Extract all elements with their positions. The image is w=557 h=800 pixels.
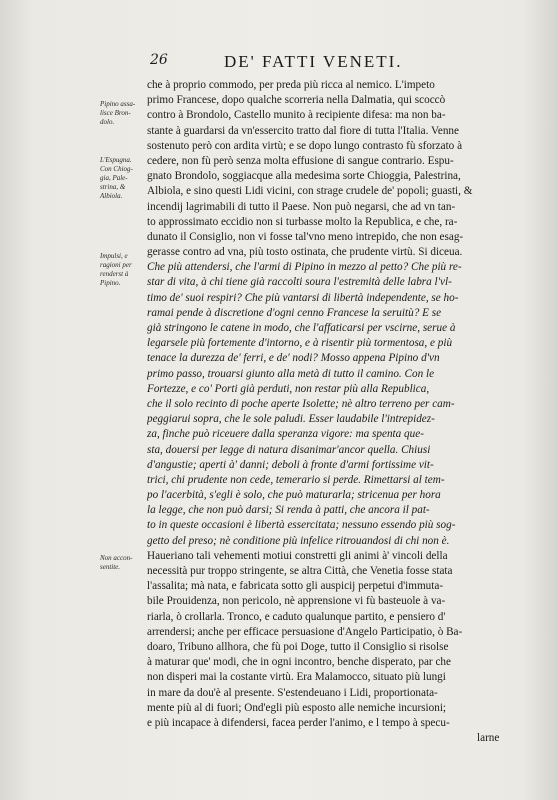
running-title: DE' FATTI VENETI. [224, 52, 403, 71]
margin-note-line: gia, Pale- [100, 174, 128, 182]
text-line: contro à Brondolo, Castello munito à recipiente difesa: ma non ba- [147, 109, 446, 122]
text-line: non disperi mai la costante virtù. Era Malamocco, situato più lungi [147, 671, 446, 684]
text-line: d'angustie; aperti à' danni; deboli à fronte d'armi fortissime vit- [147, 458, 434, 471]
margin-note-line: Non accon- [100, 554, 133, 562]
text-line: bile Prouidenza, non pericolo, nè apprensione vi fù basteuole à va- [147, 595, 446, 608]
page-header [132, 52, 522, 76]
margin-note-line: renderst à [100, 270, 129, 278]
margin-note-line: ragioni per [100, 261, 132, 269]
text-line: za, finche può riceuere dalla speranza vigore: ma spenta que- [147, 428, 424, 441]
text-line: peggiarui sopra, che le sole paludi. Esser laudabile l'intrepidez- [147, 413, 435, 426]
margin-note-line: lisce Bron- [100, 109, 131, 117]
text-line: la legge, che non può darsi; Si renda à patti, che ancora il pat- [147, 504, 430, 517]
text-line: in mare da dou'è al presente. S'estendeuano i Lidi, proportionata- [147, 686, 438, 699]
margin-note-line: L'Espugna. [100, 156, 132, 164]
text-line: primo Francese, dopo qualche scorreria nella Dalmatia, qui scoccò [147, 94, 446, 107]
text-line: to approssimato eccidio non si turbasse molto la Republica, e che, ra- [147, 215, 458, 228]
text-line: che il solo recinto di poche aperte Isolette; nè altro terreno per cam- [147, 397, 455, 410]
text-line: doaro, Tribuno allhora, che fù poi Doge, tutto il Consiglio si risolse [147, 640, 449, 653]
text-line: gerasse contro ad vna, più tosto ostinata, che prudente virtù. Si diceua. [147, 246, 463, 259]
text-line: timo de' suoi respiri? Che più vantarsi di libertà independente, se ho- [147, 291, 459, 304]
text-line: già stringono le catene in modo, che l'affaticarsi per vscirne, serue à [147, 322, 456, 334]
text-line: arrendersi; anche per efficace persuasione d'Angelo Participatio, ò Ba- [147, 625, 463, 638]
margin-note [100, 156, 146, 201]
margin-note-line: sentite. [100, 563, 121, 571]
text-line: Haueriano tali vehementi motiui constretti gli animi à' vincoli della [147, 549, 448, 562]
page-number: 26 [150, 52, 168, 68]
text-line: primo passo, trouarsi giunto alla metà di tutto il camino. Con le [147, 367, 435, 380]
margin-note [100, 100, 146, 127]
text-line: Fortezze, e co' Porti già perduti, non restar più alla Republica, [147, 382, 430, 395]
text-line: larne [477, 732, 500, 745]
body-text [147, 78, 519, 746]
text-line: sostenuto però con ardita virtù; e se dopo lungo contrasto fù sforzato à [147, 139, 463, 152]
text-line: Albiola, e sino questi Lidi vicini, con strage crudele de' popoli; guasti, & [147, 185, 473, 198]
text-line: stante à guardarsi da vn'essercito tratto dal fiore di tutta l'Italia. Venne [147, 124, 459, 137]
text-line: to in queste occasioni è libertà essercitata; nessuno essendo più sog- [147, 519, 456, 532]
margin-note-line: Pipino. [100, 279, 121, 287]
text-line: necessità pur troppo stringente, se altra Città, che Venetia fosse stata [147, 565, 453, 577]
text-line: e più incapace à difendersi, facea perder l'animo, e l tempo à specu- [147, 716, 450, 729]
text-line: legarsele più fortemente d'intorno, e à risentir più tormentosa, e più [147, 337, 453, 350]
text-line: tenace la durezza de' ferri, e de' nodi? Mosso appena Pipino d'vn [147, 352, 440, 365]
text-line: che à proprio commodo, per preda più ricca al nemico. L'impeto [147, 79, 435, 91]
text-line: à maturar que' modi, che in ogni incontro, benche disperato, par che [147, 656, 451, 669]
margin-note [100, 252, 146, 288]
margin-note-line: Albiola. [100, 192, 123, 200]
margin-note-line: strina, & [100, 183, 126, 191]
margin-note-line: Con Chiog- [100, 165, 133, 173]
text-line: po l'acerbità, s'egli è solo, che può maturarla; stricenua per hora [147, 489, 441, 502]
text-line: ramai pende à discretione d'ogni cenno Francese la seruitù? E se [147, 306, 442, 319]
text-line: cedere, non fù però senza molta effusione di sangue contrario. Espu- [147, 154, 454, 167]
text-line: sta, douersi per legge di natura disanimar'ancor quella. Chiusi [147, 443, 431, 456]
text-line: riarla, ò crollarla. Tronco, e caduto qualunque partito, e pensiero d' [147, 610, 446, 623]
text-line: incendij lagrimabili di tutto il Paese. Non può negarsi, che ad vn tan- [147, 200, 456, 213]
text-line: gnato Brondolo, soggiacque alla medesima sorte Chioggia, Palestrina, [147, 170, 461, 183]
text-line: Che più attendersi, che l'armi di Pipino in mezzo al petto? Che più re- [147, 261, 462, 274]
text-line: star di vita, à chi tiene già raccolti soura l'estremità delle labra l'vl- [147, 276, 452, 289]
text-line: mente più al di fuori; Ond'egli più esposto alle nemiche incursioni; [147, 701, 447, 714]
margin-note-line: Impulsi, e [100, 252, 128, 260]
text-line: dunato il Consiglio, non vi fosse tal'vno meno intrepido, che non esag- [147, 230, 464, 243]
margin-note [100, 554, 146, 572]
text-line: trici, chi prudente non cede, temerario si perde. Rimettarsi al tem- [147, 473, 445, 486]
text-line: l'assalita; mà nata, e fabricata sotto gli auspicij perpetui d'immuta- [147, 580, 444, 593]
margin-note-line: dolo. [100, 118, 115, 126]
margin-note-line: Pipino assa- [100, 100, 136, 108]
text-line: getto del preso; nè conditione più infelice ritrouandosi di chi non è. [147, 534, 450, 547]
